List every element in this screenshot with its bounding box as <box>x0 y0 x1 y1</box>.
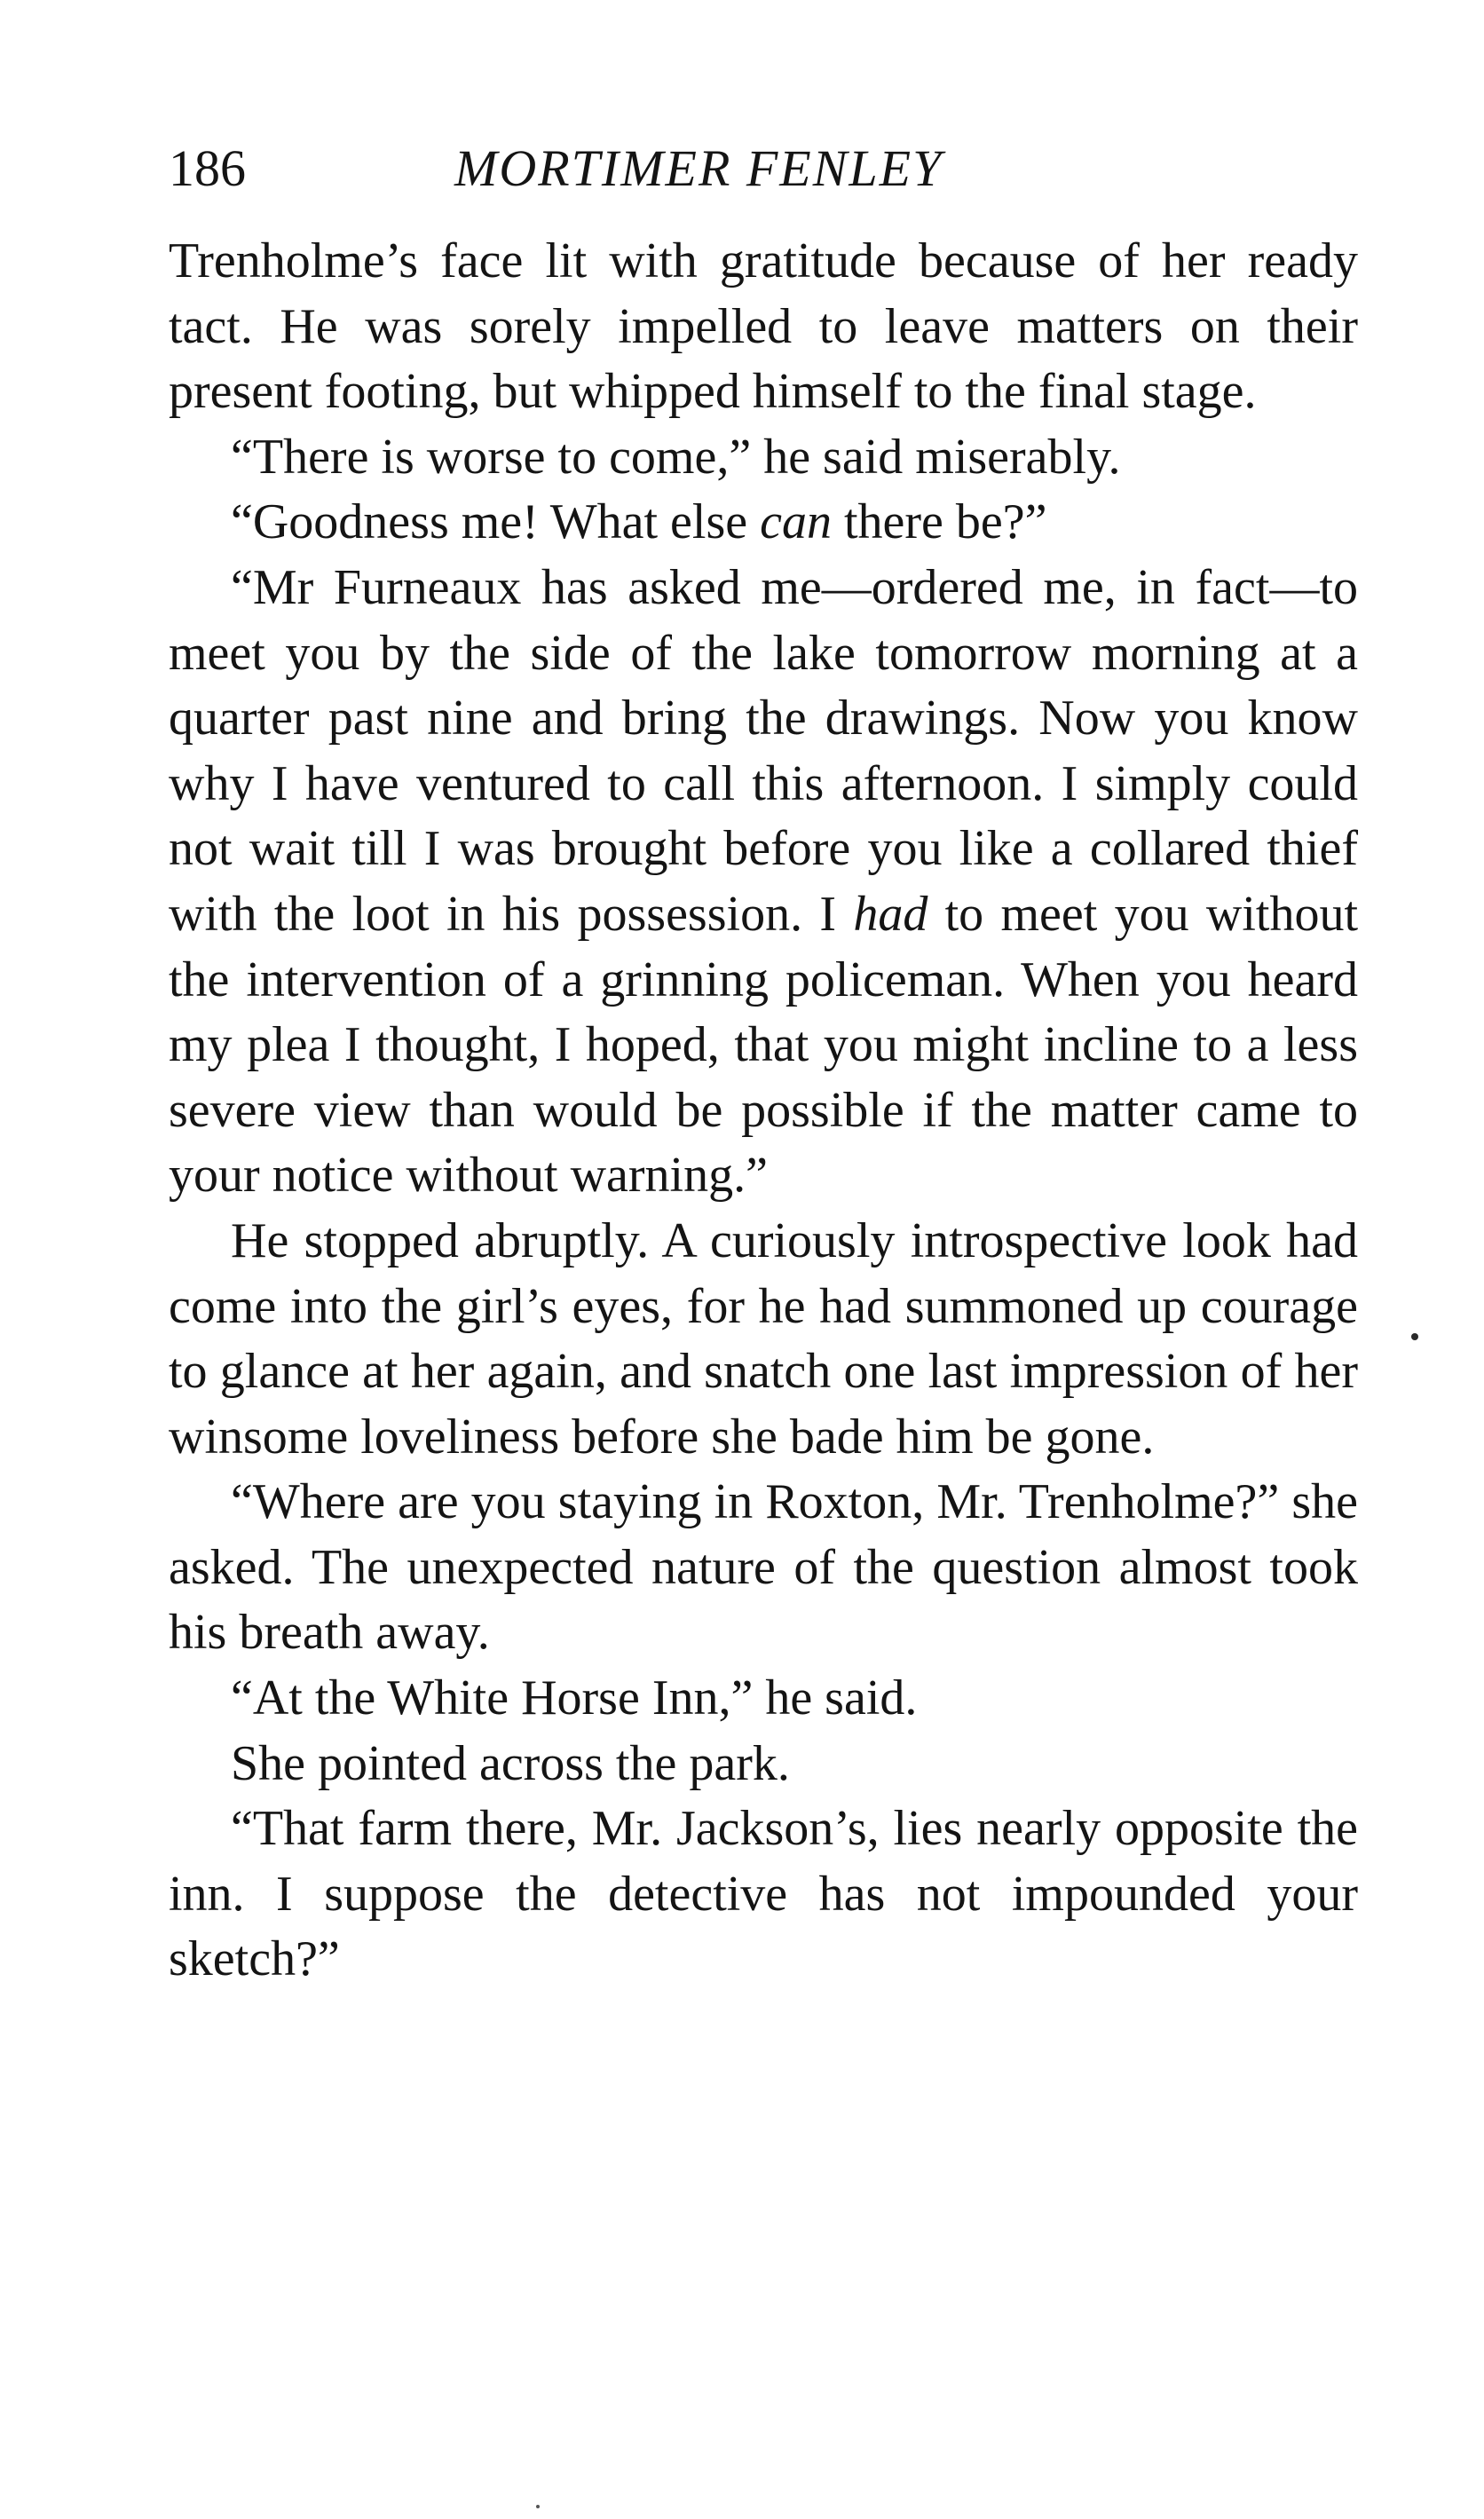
paragraph-continued <box>169 229 1358 425</box>
paragraph <box>169 1470 1358 1666</box>
paragraph-text: “That farm there, Mr. Jackson’s, lies nearly opposite the inn. I suppose the detective has not impounded your sketch?” <box>169 1801 1358 1987</box>
page-header <box>169 133 1358 204</box>
paragraph <box>169 1209 1358 1470</box>
paragraph <box>169 425 1358 491</box>
paragraph-text: He stopped abruptly. A curiously introspective look had come into the girl’s eyes, for he had summoned up courage to glance at her again, and snatch one last impression of her winsome loveliness before she bade him be gone. <box>169 1212 1358 1465</box>
paragraph-text: “Where are you staying in Roxton, Mr. Trenholme?” she asked. The unexpected nature of the question almost took his breath away. <box>169 1474 1358 1661</box>
paragraph <box>169 556 1358 1209</box>
italic-emphasis: had <box>853 886 928 942</box>
paragraph <box>169 1796 1358 1993</box>
print-speck <box>1411 1333 1418 1340</box>
print-speck <box>536 2505 540 2508</box>
italic-emphasis: can <box>760 494 832 550</box>
paragraph-text: to meet you without the intervention of a grinning policeman. When you heard my plea I thought, I hoped, that you might incline to a less severe view than would be possible if the matter came to your notice without warning.” <box>169 886 1358 1204</box>
paragraph-text: “Goodness me! What else <box>231 494 761 550</box>
running-title: MORTIMER FENLEY <box>454 139 943 197</box>
paragraph <box>169 1666 1358 1732</box>
paragraph-text: “Mr Furneaux has asked me—ordered me, in fact—to meet you by the side of the lake tomorrow morning at a quarter past nine and bring the drawings. Now you know why I have ventured to call this afternoon. I simply could not wait till I was brought before you like a collared thief with the loot in his possession. I <box>169 559 1358 942</box>
paragraph <box>169 490 1358 556</box>
paragraph-text: there be?” <box>831 494 1047 550</box>
paragraph-text: She pointed across the park. <box>231 1735 790 1791</box>
paragraph-text: “At the White Horse Inn,” he said. <box>231 1670 918 1726</box>
paragraph-text: Trenholme’s face lit with gratitude because of her ready tact. He was sorely impelled to leave matters on their present footing, but whipped himself to the final stage. <box>169 233 1358 420</box>
page-number: 186 <box>169 139 246 197</box>
paragraph <box>169 1732 1358 1797</box>
body-text <box>169 229 1358 1993</box>
paragraph-text: “There is worse to come,” he said miserably. <box>231 429 1121 485</box>
